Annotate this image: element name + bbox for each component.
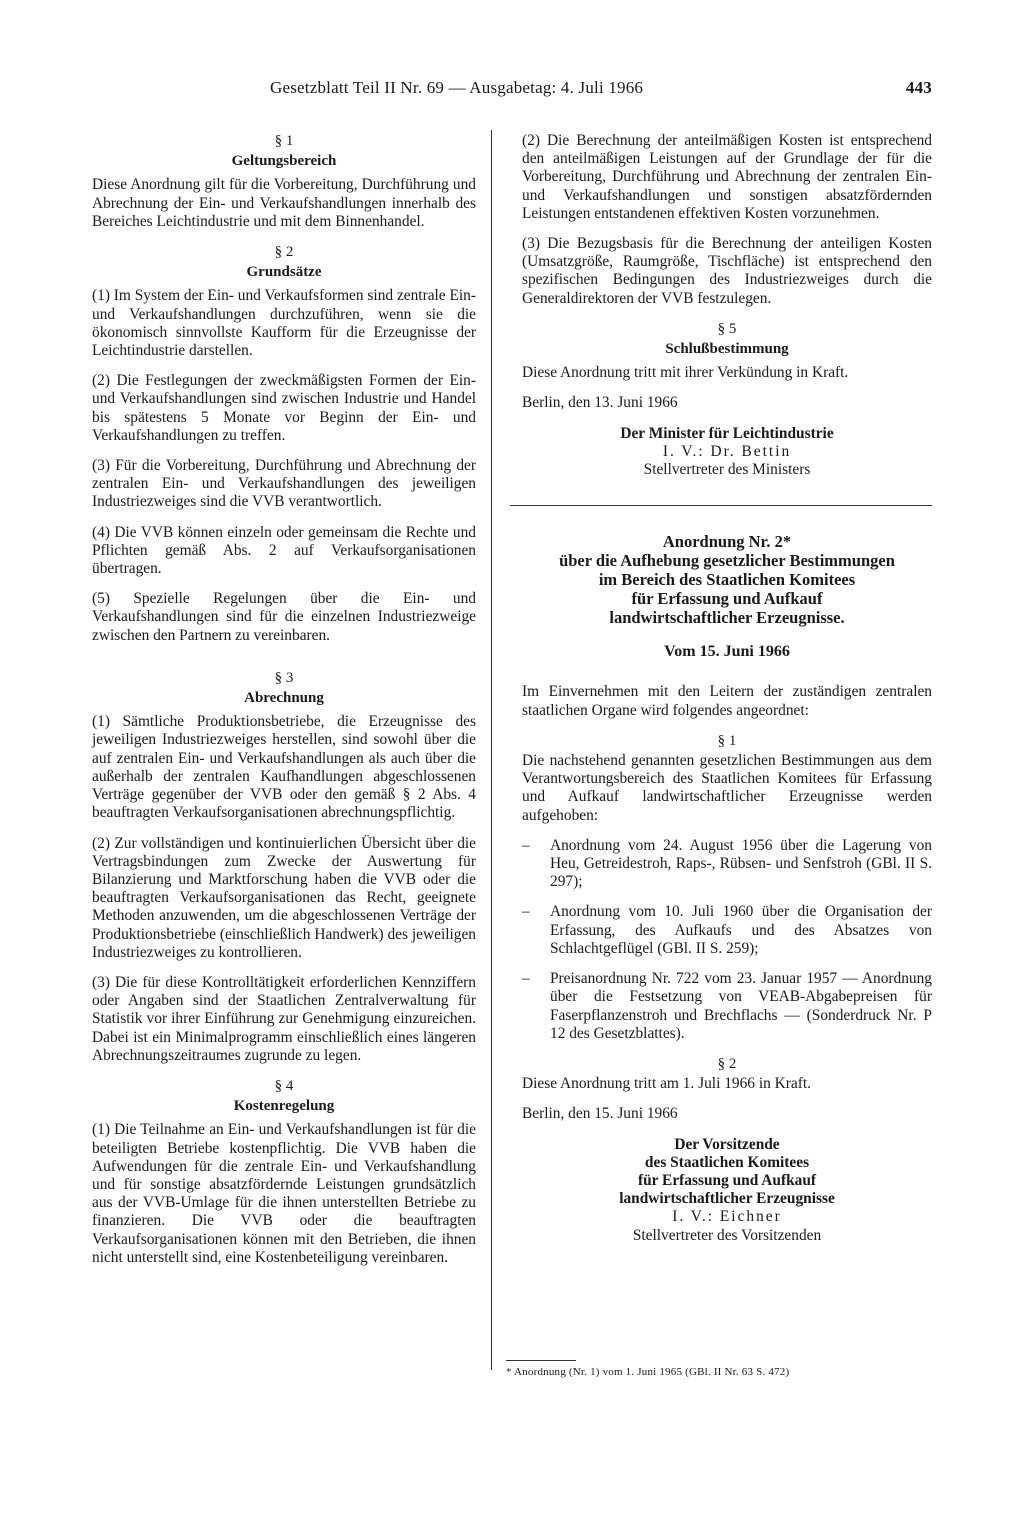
paragraph: (1) Im System der Ein- und Verkaufsformen sind zentrale Ein- und Verkaufshandlungen durchzuführen, wenn sie die ökonomisch sinnvollste Kaufform für die Erzeugnisse der Leichtindustrie darstellen. — [92, 287, 476, 360]
paragraph: (4) Die VVB können einzeln oder gemeinsam die Rechte und Pflichten gemäß Abs. 2 auf Verkaufsorganisationen übertragen. — [92, 523, 476, 578]
paragraph: Diese Anordnung tritt am 1. Juli 1966 in Kraft. — [522, 1075, 811, 1093]
paragraph: (2) Die Berechnung der anteilmäßigen Kosten ist entsprechend den anteilmäßigen Leistungen auf der Grundlage der für die Vorbereitung, Durchführung und Abrechnung der zentralen Ein- und Verkaufshandlungen und sonstigen absatzfördernden Leistungen entstandenen effektiven Kosten vorzunehmen. — [522, 132, 932, 222]
section-number: § 4 — [274, 1077, 294, 1094]
section-number: § 2 — [274, 244, 294, 261]
left-column — [92, 132, 476, 1279]
place-date: Berlin, den 15. Juni 1966 — [522, 1105, 678, 1123]
right-column — [522, 132, 932, 1245]
signatory-role: Stellvertreter des Vorsitzenden — [632, 1226, 822, 1244]
paragraph: (1) Sämtliche Produktionsbetriebe, die Erzeugnisse des jeweiligen Industriezweiges herstellen, sind sowohl über die auf zentralen Ein- und Verkaufshandlungen als auch über die außerhalb der zentralen Kaufhandlungen abgeschlossenen Verträge gegenüber der VVB oder den gemäß § 2 Abs. 4 beauftragten Verkaufsorganisationen abrechnungspflichtig. — [92, 713, 476, 822]
ordinance-heading: über die Aufhebung gesetzlicher Bestimmungen — [559, 551, 895, 571]
signatory-name: I. V.: Eichner — [672, 1208, 782, 1226]
repealed-list — [522, 837, 932, 1043]
list-item: – Anordnung vom 10. Juli 1960 über die Organisation der Erfassung, des Aufkaufs und des Absatzes von Schlachtgeflügel (GBl. II S. 259); — [522, 903, 932, 958]
signatory-title: des Staatlichen Komitees — [644, 1153, 810, 1171]
ordinance-heading: für Erfassung und Aufkauf — [631, 589, 823, 609]
footnote-rule — [506, 1360, 576, 1361]
section-number: § 1 — [717, 732, 737, 749]
page-number: 443 — [905, 78, 932, 97]
section-number: § 5 — [717, 320, 737, 337]
signatory-title: für Erfassung und Aufkauf — [637, 1171, 817, 1189]
paragraph: (3) Die Bezugsbasis für die Berechnung der anteiligen Kosten (Umsatzgröße, Raumgröße, Tischfläche) ist entsprechend den spezifischen Bedingungen des Industriezweiges durch die Generaldirektoren der VVB festzulegen. — [522, 235, 932, 307]
section-title: Schlußbestimmung — [665, 341, 789, 358]
paragraph: (5) Spezielle Regelungen über die Ein- und Verkaufshandlungen sind für die einzelnen Industriezweige zwischen den Partnern zu vereinbaren. — [92, 590, 476, 644]
paragraph: Diese Anordnung tritt mit ihrer Verkündung in Kraft. — [522, 364, 849, 382]
section-title: Abrechnung — [244, 690, 324, 707]
paragraph: Diese Anordnung gilt für die Vorbereitung, Durchführung und Abrechnung der Ein- und Verkaufshandlungen innerhalb des Bereiches Leichtindustrie und mit dem Binnenhandel. — [92, 176, 476, 230]
footnote: * Anordnung (Nr. 1) vom 1. Juni 1965 (GBl. II Nr. 63 S. 472) — [506, 1366, 790, 1378]
ordinance-heading: im Bereich des Staatlichen Komitees — [598, 570, 856, 590]
ordinance-heading: landwirtschaftlicher Erzeugnisse. — [609, 608, 845, 628]
paragraph: (1) Die Teilnahme an Ein- und Verkaufshandlungen ist für die beteiligten Betriebe kostenpflichtig. Die VVB haben die Aufwendungen für die zentrale Ein- und Verkaufshandlung und für sonstige absatzfördernde Leistungen grundsätzlich aus der VVB-Umlage für die ihnen unterstellten Betriebe zu finanzieren. Die VVB oder die beauftragten Verkaufsorganisationen können mit den Betrieben, die ihnen nicht unterstellt sind, eine Kostenbeteiligung vereinbaren. — [92, 1121, 476, 1266]
signatory-role: Stellvertreter des Ministers — [643, 461, 811, 479]
list-item: – Anordnung vom 24. August 1956 über die Lagerung von Heu, Getreidestroh, Raps-, Rübsen- und Senfstroh (GBl. II S. 297); — [522, 837, 932, 892]
list-item: – Preisanordnung Nr. 722 vom 23. Januar 1957 — Anordnung über die Festsetzung von VEAB-Abgabepreisen für Faserpflanzenstroh und Brechflachs — (Sonderdruck Nr. P 12 des Gesetzblattes). — [522, 970, 932, 1043]
section-title: Kostenregelung — [233, 1098, 335, 1115]
section-number: § 3 — [274, 669, 294, 686]
paragraph: (2) Zur vollständigen und kontinuierlichen Übersicht über die Vertragsbindungen zum Zwecke der Auswertung für Bilanzierung und Marktforschung haben die VVB oder die beauftragten Verkaufsorganisationen das Recht, geeignete Methoden anzuwenden, um die abgeschlossenen Verträge der Produktionsbetriebe (einschließlich Handwerk) des jeweiligen Industriezweiges zu kontrollieren. — [92, 834, 476, 961]
ordinance-date: Vom 15. Juni 1966 — [664, 643, 790, 661]
signatory-title: Der Vorsitzende — [674, 1135, 780, 1153]
paragraph: (3) Die für diese Kontrolltätigkeit erforderlichen Kennziffern oder Angaben sind der Staatlichen Zentralverwaltung für Statistik vor ihrer Einführung zur Genehmigung einzureichen. Dabei ist ein Minimalprogramm einschließlich eines längeren Abrechnungszeitraumes zugrunde zu legen. — [92, 973, 476, 1064]
section-number: § 1 — [274, 133, 294, 149]
ordinance-heading: Anordnung Nr. 2* — [662, 532, 792, 552]
paragraph: Die nachstehend genannten gesetzlichen Bestimmungen aus dem Verantwortungsbereich des Staatlichen Komitees für Erfassung und Aufkauf landwirtschaftlicher Erzeugnisse werden aufgehoben: — [522, 752, 932, 824]
signatory-name: I. V.: Dr. Bettin — [662, 442, 792, 460]
paragraph: (3) Für die Vorbereitung, Durchführung und Abrechnung der zentralen Ein- und Verkaufshandlungen des jeweiligen Industriezweiges sind die VVB verantwortlich. — [92, 457, 476, 511]
paragraph: (2) Die Festlegungen der zweckmäßigsten Formen der Ein- und Verkaufshandlungen sind zwischen Industrie und Handel bis spätestens 5 Monate vor Beginn der Ein- und Verkaufshandlungen zu treffen. — [92, 372, 476, 444]
gazette-title: Gesetzblatt Teil II Nr. 69 — Ausgabetag: 4. Juli 1966 — [270, 78, 644, 97]
section-number: § 2 — [717, 1055, 737, 1072]
page-header — [60, 76, 936, 102]
signatory-title: Der Minister für Leichtindustrie — [620, 424, 834, 442]
column-divider — [491, 130, 492, 1370]
section-title: Geltungsbereich — [231, 153, 337, 170]
paragraph: Im Einvernehmen mit den Leitern der zuständigen zentralen staatlichen Organe wird folgendes angeordnet: — [522, 683, 932, 719]
spacer — [92, 657, 476, 669]
section-title: Grundsätze — [246, 264, 322, 281]
signatory-title: landwirtschaftlicher Erzeugnisse — [619, 1190, 835, 1208]
place-date: Berlin, den 13. Juni 1966 — [522, 394, 678, 412]
separator-rule — [510, 505, 932, 506]
